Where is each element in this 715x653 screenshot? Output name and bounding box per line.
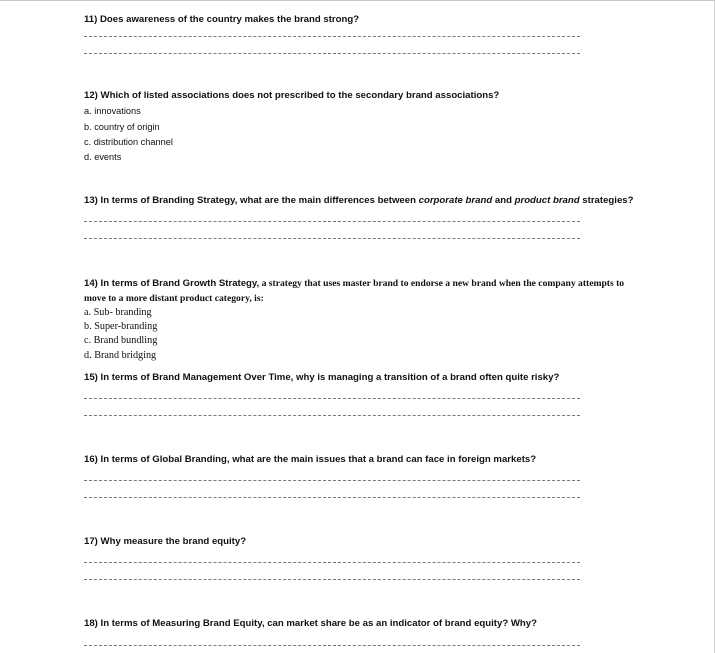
answer-line <box>84 415 580 416</box>
answer-line <box>84 562 580 563</box>
question-18: 18) In terms of Measuring Brand Equity, can market share be as an indicator of brand equity? Why? <box>84 618 537 629</box>
option-d: d. events <box>84 152 122 162</box>
question-17: 17) Why measure the brand equity? <box>84 536 247 547</box>
option-d: d. Brand bridging <box>84 350 157 361</box>
option-c: c. distribution channel <box>84 137 173 147</box>
option-b: b. country of origin <box>84 122 160 132</box>
question-13-text-mid: and <box>492 195 515 206</box>
question-11: 11) Does awareness of the country makes the brand strong? <box>84 14 360 25</box>
question-14-line-1 <box>84 278 624 290</box>
answer-line <box>84 221 580 222</box>
question-15: 15) In terms of Brand Management Over Time, why is managing a transition of a brand often quite risky? <box>84 372 560 383</box>
question-13 <box>84 195 633 207</box>
question-14-rest: a strategy that uses master brand to endorse a new brand when the company attempts to <box>259 278 625 289</box>
question-12: 12) Which of listed associations does not prescribed to the secondary brand associations? <box>84 90 500 101</box>
question-13-term-product: product brand <box>514 195 580 206</box>
answer-line <box>84 36 580 37</box>
question-14-lead: 14) In terms of Brand Growth Strategy, <box>84 278 260 289</box>
answer-line <box>84 645 580 646</box>
answer-line <box>84 398 580 399</box>
answer-line <box>84 53 580 54</box>
answer-line <box>84 480 580 481</box>
option-b: b. Super-branding <box>84 321 158 332</box>
question-13-term-corporate: corporate brand <box>418 195 493 206</box>
question-14-line-2: move to a more distant product category, is: <box>84 293 264 304</box>
answer-line <box>84 497 580 498</box>
answer-line <box>84 238 580 239</box>
option-c: c. Brand bundling <box>84 335 158 346</box>
question-16: 16) In terms of Global Branding, what are the main issues that a brand can face in foreign markets? <box>84 454 537 465</box>
option-a: a. Sub- branding <box>84 307 152 318</box>
question-13-text-start: 13) In terms of Branding Strategy, what are the main differences between <box>84 195 419 206</box>
answer-line <box>84 579 580 580</box>
option-a: a. innovations <box>84 106 141 116</box>
question-13-text-end: strategies? <box>579 195 634 206</box>
